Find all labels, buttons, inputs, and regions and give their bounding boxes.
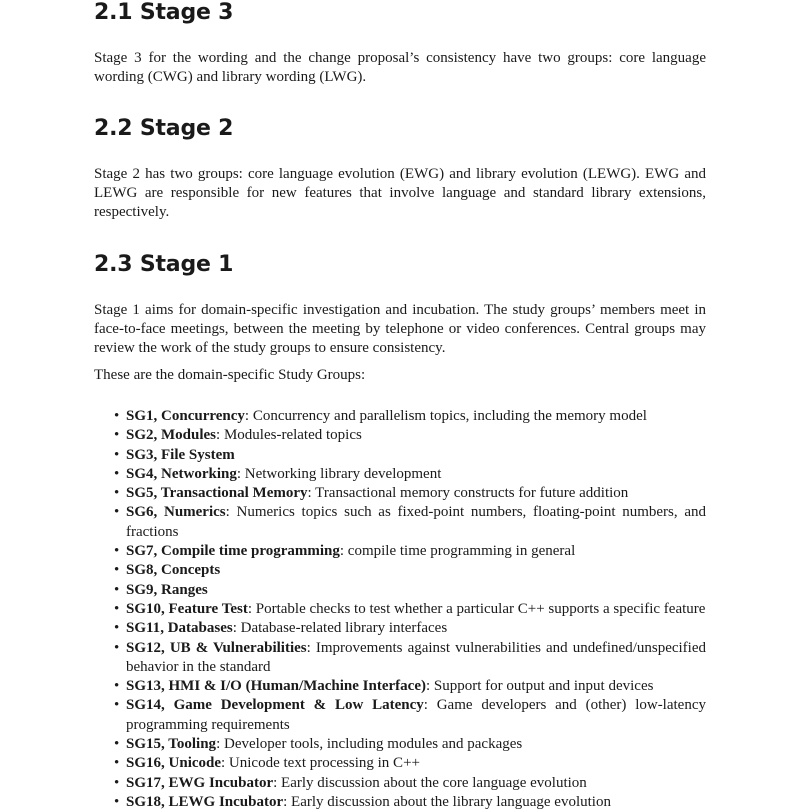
list-item: [94, 754, 706, 773]
study-group-title: SG8, Concepts: [126, 562, 221, 579]
study-group-title: SG6, Numerics: [126, 504, 226, 521]
study-group-title: SG4, Networking: [126, 465, 237, 482]
list-item: [94, 774, 706, 793]
bullet-icon: •: [114, 446, 120, 463]
study-group-id: SG10: [126, 600, 162, 617]
study-group-name: EWG Incubator: [168, 774, 274, 791]
list-item: [94, 484, 706, 503]
study-group-description: : Networking library development: [236, 465, 442, 482]
study-group-name: Databases: [167, 620, 233, 637]
study-group-title: SG16, Unicode: [126, 755, 222, 772]
study-group-description: : Transactional memory constructs for future addition: [307, 485, 629, 502]
bullet-icon: •: [114, 620, 120, 637]
bullet-icon: •: [114, 736, 120, 753]
bullet-icon: •: [114, 793, 120, 810]
study-group-name: File System: [161, 446, 235, 463]
study-group-description: : Game developers and (other) low-latency programming requirements: [126, 697, 706, 733]
study-group-id: SG6: [126, 504, 154, 521]
study-group-description: : Numerics topics such as fixed-point numbers, floating-point numbers, and fractions: [126, 504, 706, 540]
study-group-description: : Early discussion about the library language evolution: [283, 793, 611, 810]
list-item: [94, 600, 706, 619]
bullet-icon: •: [114, 504, 120, 521]
study-group-id: SG13: [126, 678, 162, 695]
study-group-title: SG2, Modules: [126, 427, 217, 444]
study-group-description: : Improvements against vulnerabilities and undefined/unspecified behavior in the standard: [126, 639, 706, 675]
bullet-icon: •: [114, 755, 120, 772]
study-group-title: SG13, HMI & I/O (Human/Machine Interface): [126, 678, 426, 695]
study-group-name: Transactional Memory: [160, 485, 308, 502]
list-item: [94, 696, 706, 735]
study-group-description: : Unicode text processing in C++: [221, 755, 420, 772]
study-groups-intro: These are the domain-specific Study Groups:: [94, 367, 366, 383]
study-group-id: SG11: [126, 620, 161, 637]
list-item: [94, 581, 706, 600]
study-group-name: Feature Test: [168, 600, 248, 617]
study-group-id: SG12: [126, 639, 162, 656]
study-group-name: Concurrency: [161, 408, 245, 424]
study-group-name: HMI & I/O (Human/Machine Interface): [168, 678, 426, 695]
bullet-icon: •: [114, 408, 120, 424]
study-group-name: LEWG Incubator: [168, 793, 284, 810]
section-heading-stage-3: 2.1 Stage 3: [94, 0, 234, 25]
list-item: [94, 561, 706, 580]
study-group-title: SG5, Transactional Memory: [126, 485, 308, 502]
study-group-name: Networking: [161, 465, 237, 482]
study-group-description: : Modules-related topics: [216, 427, 362, 444]
list-item: [94, 407, 706, 426]
study-group-id: SG5: [126, 485, 154, 502]
study-group-title: SG3, File System: [126, 446, 235, 463]
bullet-icon: •: [114, 774, 120, 791]
study-group-name: Game Development & Low Latency: [173, 697, 424, 714]
study-group-id: SG18: [126, 793, 162, 810]
study-group-id: SG7: [126, 543, 154, 560]
study-group-description: : compile time programming in general: [339, 543, 576, 560]
study-group-id: SG8: [126, 562, 154, 579]
study-group-name: Concepts: [161, 562, 221, 579]
bullet-icon: •: [114, 697, 120, 714]
study-group-id: SG1: [126, 408, 154, 424]
study-group-name: Numerics: [163, 504, 226, 521]
list-item: [94, 542, 706, 561]
list-item: [94, 793, 706, 812]
study-group-description: : Concurrency and parallelism topics, including the memory model: [244, 408, 647, 424]
study-group-title: SG9, Ranges: [126, 581, 208, 598]
study-group-title: SG10, Feature Test: [126, 600, 248, 617]
study-group-id: SG3: [126, 446, 154, 463]
list-item: [94, 426, 706, 445]
study-group-name: Ranges: [161, 581, 208, 598]
list-item: [94, 619, 706, 638]
study-group-description: : Portable checks to test whether a particular C++ supports a specific feature: [247, 600, 706, 617]
list-item: [94, 735, 706, 754]
study-group-title: SG14, Game Development & Low Latency: [126, 697, 424, 714]
bullet-icon: •: [114, 465, 120, 482]
study-group-name: Compile time programming: [161, 543, 340, 560]
study-group-description: : Developer tools, including modules and packages: [216, 736, 523, 753]
study-group-id: SG15: [126, 736, 162, 753]
study-group-title: SG11, Databases: [126, 620, 233, 637]
section-heading-stage-2: 2.2 Stage 2: [94, 116, 234, 141]
list-item: [94, 465, 706, 484]
study-group-description: : Support for output and input devices: [425, 678, 654, 695]
stage-3-paragraph: Stage 3 for the wording and the change proposal’s consistency have two groups: core language wording (CWG) and library wording (LWG).: [94, 50, 706, 85]
study-group-name: Tooling: [168, 736, 217, 753]
study-group-id: SG2: [126, 427, 154, 444]
bullet-icon: •: [114, 485, 120, 502]
study-group-title: SG18, LEWG Incubator: [126, 793, 284, 810]
study-group-description: : Database-related library interfaces: [232, 620, 448, 637]
study-group-title: SG17, EWG Incubator: [126, 774, 274, 791]
bullet-icon: •: [114, 678, 120, 695]
study-group-title: SG7, Compile time programming: [126, 543, 340, 560]
study-group-description: : Early discussion about the core language evolution: [273, 774, 587, 791]
list-item: [94, 503, 706, 542]
bullet-icon: •: [114, 581, 120, 598]
list-item: [94, 677, 706, 696]
study-group-id: SG9: [126, 581, 154, 598]
bullet-icon: •: [114, 543, 120, 560]
section-heading-stage-1: 2.3 Stage 1: [94, 252, 234, 277]
list-item: [94, 639, 706, 678]
list-item: [94, 446, 706, 465]
study-group-name: UB & Vulnerabilities: [169, 639, 307, 656]
study-group-name: Unicode: [168, 755, 222, 772]
bullet-icon: •: [114, 600, 120, 617]
bullet-icon: •: [114, 562, 120, 579]
bullet-icon: •: [114, 427, 120, 444]
study-group-id: SG16: [126, 755, 162, 772]
stage-1-paragraph: Stage 1 aims for domain-specific investigation and incubation. The study groups’ members meet in face-to-face meetings, between the meeting by telephone or video conferences. Central groups may review the work of the study groups to ensure consistency.: [94, 302, 706, 356]
study-group-title: SG1, Concurrency: [126, 408, 245, 424]
study-group-name: Modules: [161, 427, 217, 444]
stage-2-paragraph: Stage 2 has two groups: core language evolution (EWG) and library evolution (LEWG). EWG and LEWG are responsible for new features that involve language and standard library extensions, respectively.: [94, 166, 706, 220]
study-group-title: SG15, Tooling: [126, 736, 217, 753]
study-group-id: SG17: [126, 774, 162, 791]
study-groups-list: [94, 407, 706, 812]
study-group-id: SG4: [126, 465, 154, 482]
study-group-title: SG12, UB & Vulnerabilities: [126, 639, 307, 656]
bullet-icon: •: [114, 639, 120, 656]
study-group-id: SG14: [126, 697, 162, 714]
